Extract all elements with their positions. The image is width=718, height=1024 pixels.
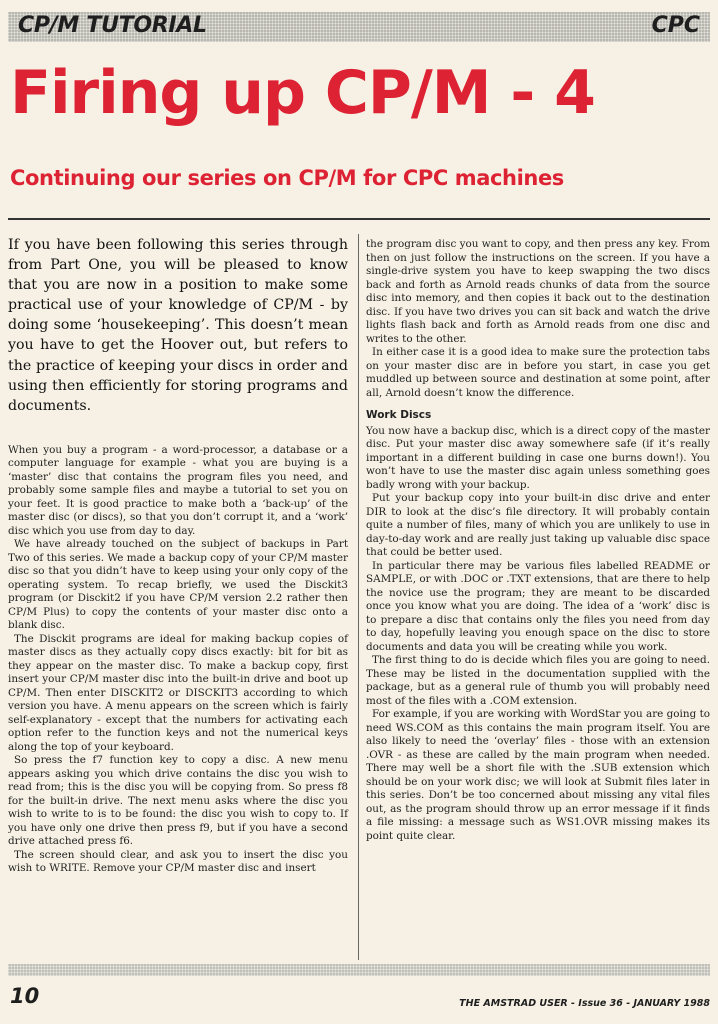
body-paragraph: When you buy a program - a word-processor, a database or a computer language for example - what you are buying is a ‘master’ disc that contains the program files you need, and probably some sample files and maybe a tutorial to set you on your feet. It is good practice to make both a ‘back-up’ of the master disc (or discs), so that you don’t corrupt it, and a ‘work’ disc which you use from day to day. xyxy=(8,443,348,537)
page-number: 10 xyxy=(10,984,40,1008)
body-paragraph: You now have a backup disc, which is a direct copy of the master disc. Put your master disc away somewhere safe (if it’s really important in a different building in case one burns down!). You won’t have to use the master disc again unless something goes badly wrong with your backup. xyxy=(366,424,710,491)
publication-footer: THE AMSTRAD USER - Issue 36 - JANUARY 1988 xyxy=(459,998,710,1009)
body-paragraph: the program disc you want to copy, and then press any key. From then on just follow the instructions on the screen. If you have a single-drive system you have to keep swapping the two discs back and forth as Arnold reads chunks of data from the source disc into memory, and then copies it back out to the destination disc. If you have two drives you can sit back and watch the drive lights flash back and forth as Arnold reads from one disc and writes to the other. xyxy=(366,238,710,345)
column-divider xyxy=(358,234,359,960)
body-paragraph: The first thing to do is decide which files you are going to need. These may be listed in the documentation supplied with the package, but as a general rule of thumb you will probably need most of the files with a .COM extension. xyxy=(366,654,710,707)
body-paragraph: In either case it is a good idea to make sure the protection tabs on your master disc are in before you start, in case you get muddled up between source and destination at some point, after all, Arnold doesn’t know the difference. xyxy=(366,346,710,399)
body-paragraph: We have already touched on the subject of backups in Part Two of this series. We made a backup copy of your CP/M master disc so that you didn’t have to keep using your only copy of the operating system. To recap briefly, we used the Disckit3 program (or Disckit2 if you have CP/M version 2.2 rather then CP/M Plus) to copy the contents of your master disc onto a blank disc. xyxy=(8,538,348,632)
body-paragraph: The Disckit programs are ideal for making backup copies of master discs as they actually copy discs exactly: bit for bit as they appear on the master disc. To make a backup copy, first insert your CP/M master disc into the built-in drive and boot up CP/M. Then enter DISCKIT2 or DISCKIT3 according to which version you have. A menu appears on the screen which is fairly self-explanatory - except that the numbers for activating each option refer to the function keys and not the numerical keys along the top of your keyboard. xyxy=(8,632,348,753)
right-column xyxy=(366,238,710,843)
body-paragraph: For example, if you are working with WordStar you are going to need WS.COM as this contains the main program itself. You are also likely to need the ‘overlay’ files - those with an extension .OVR - as these are called by the main program when needed. There may well be a short file with the .SUB extension which should be on your work disc; we will look at Submit files later in this series. Don’t be too concerned about missing any vital files out, as the program should throw up an error message if it finds a file missing: a message such as WS1.OVR missing makes its point quite clear. xyxy=(366,708,710,842)
article-subtitle: Continuing our series on CP/M for CPC machines xyxy=(10,166,564,190)
subheading-work-discs: Work Discs xyxy=(366,409,432,421)
header-divider xyxy=(8,218,710,220)
platform-tag: CPC xyxy=(651,13,700,38)
body-paragraph: So press the f7 function key to copy a disc. A new menu appears asking you which drive contains the disc you wish to read from; this is the disc you will be copying from. So press f8 for the built-in drive. The next menu asks where the disc you wish to write to is to be found: the disc you wish to copy to. If you have only one drive then press f9, but if you have a second drive attached press f6. xyxy=(8,754,348,848)
body-paragraph: In particular there may be various files labelled README or SAMPLE, or with .DOC or .TXT extensions, that are there to help the novice use the program; they are meant to be discarded once you know what you are doing. The idea of a ‘work’ disc is to prepare a disc that contains only the files you need from day to day, hopefully leaving you enough space on the disc to store documents and data you will be creating while you work. xyxy=(366,559,710,653)
body-paragraph: Put your backup copy into your built-in disc drive and enter DIR to look at the disc’s file directory. It will probably contain quite a number of files, many of which you are unlikely to use in day-to-day work and are really just taking up valuable disc space that could be better used. xyxy=(366,492,710,558)
body-paragraph: The screen should clear, and ask you to insert the disc you wish to WRITE. Remove your CP/M master disc and insert xyxy=(8,848,348,875)
section-header-bar xyxy=(8,12,710,42)
left-column xyxy=(8,235,348,876)
intro-paragraph: If you have been following this series through from Part One, you will be pleased to know that you are now in a position to make some practical use of your knowledge of CP/M - by doing some ‘housekeeping’. This doesn’t mean you have to get the Hoover out, but refers to the practice of keeping your discs in order and using then efficiently for storing programs and documents. xyxy=(8,237,348,414)
section-label: CP/M TUTORIAL xyxy=(18,13,207,38)
article-title: Firing up CP/M - 4 xyxy=(10,58,595,128)
footer-bar xyxy=(8,964,710,976)
